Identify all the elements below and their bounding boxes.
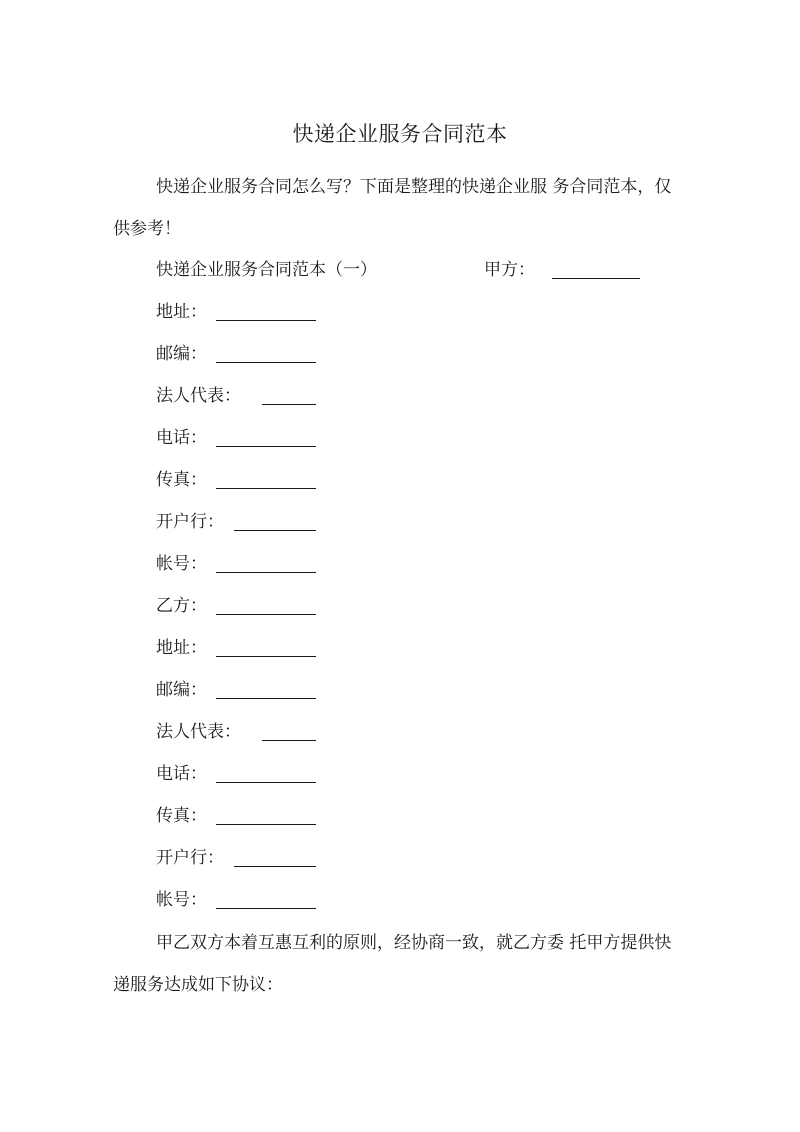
- field-row: [156, 759, 207, 789]
- field-row: [156, 717, 241, 747]
- field-label: 开户行：: [156, 848, 224, 868]
- field-row: [156, 507, 224, 537]
- field-label: 电话：: [156, 764, 207, 784]
- field-label: 帐号：: [156, 554, 207, 574]
- field-row: [156, 297, 207, 327]
- field-row: [156, 465, 207, 495]
- field-blank[interactable]: [234, 846, 316, 867]
- field-label: 传真：: [156, 470, 207, 490]
- field-blank[interactable]: [216, 888, 316, 909]
- field-label: 邮编：: [156, 680, 207, 700]
- document-title: 快递企业服务合同范本: [292, 122, 508, 146]
- field-row: [156, 339, 207, 369]
- field-row: [156, 423, 207, 453]
- field-row: [156, 549, 207, 579]
- field-blank[interactable]: [216, 678, 316, 699]
- field-row: [156, 885, 207, 915]
- field-label: 开户行：: [156, 512, 224, 532]
- field-blank[interactable]: [216, 552, 316, 573]
- field-label: 邮编：: [156, 344, 207, 364]
- field-label: 地址：: [156, 638, 207, 658]
- field-blank[interactable]: [262, 384, 316, 405]
- closing-paragraph: 甲乙双方本着互惠互利的原则，经协商一致，就乙方委 托甲方提供快递服务达成如下协议：: [113, 933, 672, 995]
- field-blank[interactable]: [216, 762, 316, 783]
- section-heading: [156, 255, 377, 285]
- field-label: 传真：: [156, 806, 207, 826]
- field-blank[interactable]: [216, 342, 316, 363]
- field-row: [156, 843, 224, 873]
- field-blank[interactable]: [216, 804, 316, 825]
- field-blank[interactable]: [216, 594, 316, 615]
- field-row: [156, 591, 207, 621]
- field-label: 电话：: [156, 428, 207, 448]
- party-a-row: [484, 255, 535, 285]
- field-blank[interactable]: [234, 510, 316, 531]
- field-row: [156, 801, 207, 831]
- field-blank[interactable]: [216, 426, 316, 447]
- field-blank[interactable]: [216, 636, 316, 657]
- field-label: 地址：: [156, 302, 207, 322]
- field-label: 帐号：: [156, 890, 207, 910]
- party-a-blank[interactable]: [552, 258, 640, 279]
- field-label: 乙方：: [156, 596, 207, 616]
- field-blank[interactable]: [262, 720, 316, 741]
- field-blank[interactable]: [216, 468, 316, 489]
- intro-paragraph: 快递企业服务合同怎么写？下面是整理的快递企业服 务合同范本，仅供参考！: [113, 177, 672, 239]
- field-label: 法人代表：: [156, 722, 241, 742]
- party-a-label: 甲方：: [484, 260, 535, 280]
- section-heading-text: 快递企业服务合同范本（一）: [156, 260, 377, 280]
- field-row: [156, 381, 241, 411]
- field-label: 法人代表：: [156, 386, 241, 406]
- field-row: [156, 633, 207, 663]
- field-blank[interactable]: [216, 300, 316, 321]
- field-row: [156, 675, 207, 705]
